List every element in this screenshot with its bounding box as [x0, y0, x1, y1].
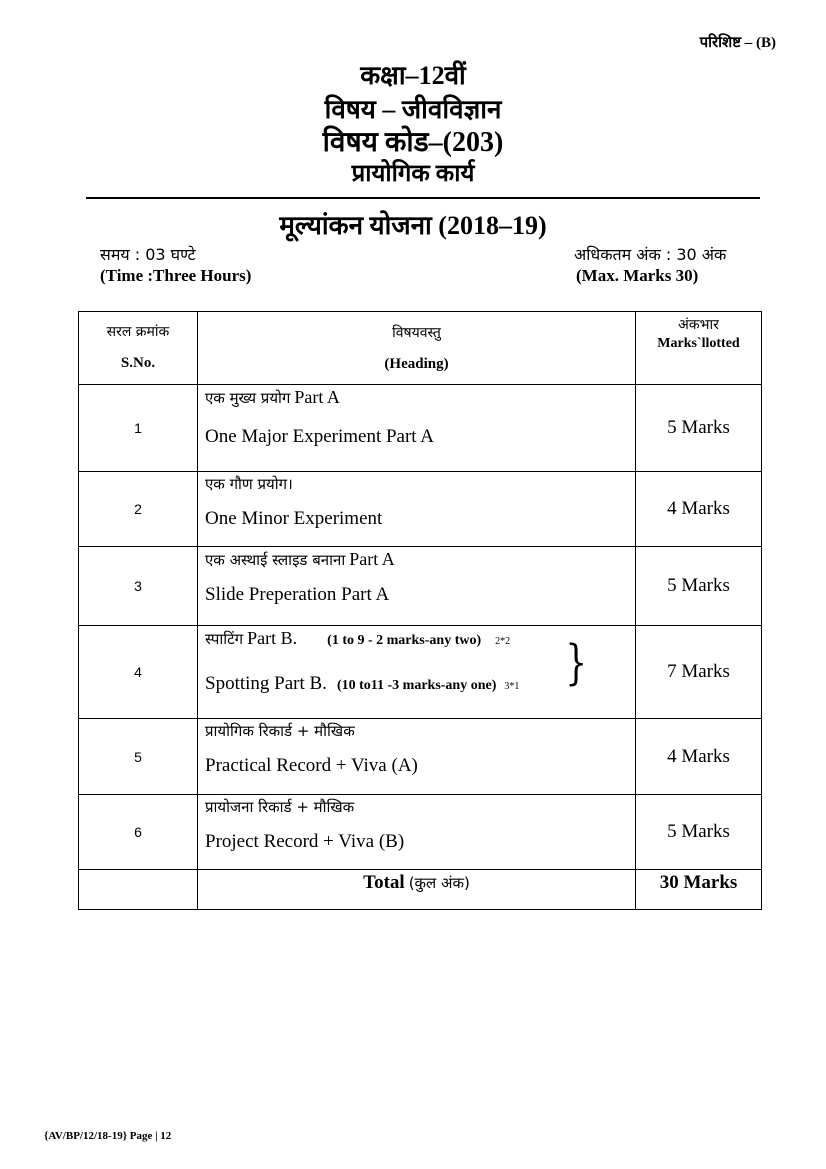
table-row	[79, 626, 762, 719]
row-hindi-suffix: Part B.	[247, 628, 298, 648]
total-label	[198, 870, 636, 910]
header-divider	[86, 197, 760, 199]
table-row	[79, 547, 762, 626]
row-english-tag: 3*1	[504, 681, 520, 692]
table-row	[79, 385, 762, 472]
row-hindi: प्रायोगिक रिकार्ड + मौखिक	[205, 722, 355, 740]
appendix-label: परिशिष्ट – (B)	[699, 35, 776, 51]
row-english: One Major Experiment Part A	[205, 426, 435, 447]
table-row	[79, 795, 762, 870]
scheme-title: मूल्यांकन योजना (2018–19)	[279, 211, 547, 240]
row-hindi-suffix: Part A	[294, 387, 340, 407]
time-hindi: समय : 03 घण्टे	[100, 245, 196, 264]
heading-header-en: (Heading)	[384, 356, 449, 372]
marks-header	[636, 312, 762, 385]
total-label-en: Total	[363, 872, 405, 893]
row-description	[198, 547, 636, 626]
row-sno: 6	[79, 795, 198, 870]
row-description	[198, 795, 636, 870]
row-description	[198, 472, 636, 547]
sno-header	[79, 312, 198, 385]
row-sno: 4	[79, 626, 198, 719]
row-english: Project Record + Viva (B)	[205, 831, 405, 852]
row-hindi-suffix: Part A	[349, 549, 395, 569]
row-hindi: स्पाटिंग	[205, 630, 244, 648]
sno-header-en: S.No.	[120, 355, 156, 371]
heading-header	[198, 312, 636, 385]
page-footer: {AV/BP/12/18-19} Page | 12	[44, 1130, 172, 1142]
marks-table	[78, 311, 762, 910]
total-label-hi: (कुल अंक)	[408, 874, 470, 892]
total-row	[79, 870, 762, 910]
row-sno: 1	[79, 385, 198, 472]
row-marks: 7 Marks	[636, 626, 762, 719]
row-marks: 4 Marks	[636, 472, 762, 547]
time-english: (Time :Three Hours)	[100, 266, 252, 285]
row-marks: 5 Marks	[636, 547, 762, 626]
table-row	[79, 472, 762, 547]
row-hindi-note: (1 to 9 - 2 marks-any two)	[327, 633, 482, 648]
row-marks: 5 Marks	[636, 385, 762, 472]
row-sno: 3	[79, 547, 198, 626]
curly-brace-icon: }	[565, 635, 587, 691]
row-english: One Minor Experiment	[205, 508, 383, 529]
sno-header-hi: सरल क्रमांक	[106, 324, 170, 340]
marks-header-hi: अंकभार	[678, 317, 719, 333]
practical-heading: प्रायोगिक कार्य	[351, 161, 475, 187]
row-english: Slide Preperation Part A	[205, 584, 390, 605]
row-marks: 4 Marks	[636, 719, 762, 795]
row-hindi: प्रायोजना रिकार्ड + मौखिक	[205, 798, 355, 816]
max-marks-english: (Max. Marks 30)	[576, 266, 699, 285]
row-hindi: एक गौण प्रयोग।	[205, 475, 293, 493]
row-hindi: एक अस्थाई स्लाइड बनाना	[205, 551, 346, 569]
marks-header-en: Marks`llotted	[657, 336, 740, 351]
total-marks: 30 Marks	[636, 870, 762, 910]
row-english-note: (10 to11 -3 marks-any one)	[336, 678, 497, 693]
total-sno-empty	[79, 870, 198, 910]
row-marks: 5 Marks	[636, 795, 762, 870]
row-hindi-tag: 2*2	[495, 636, 511, 647]
class-heading: कक्षा–12वीं	[360, 61, 466, 90]
table-row	[79, 719, 762, 795]
table-header-row	[79, 312, 762, 385]
row-sno: 5	[79, 719, 198, 795]
row-description	[198, 719, 636, 795]
subject-code-heading: विषय कोड–(203)	[322, 127, 504, 158]
row-hindi: एक मुख्य प्रयोग	[205, 389, 291, 407]
row-english: Spotting Part B.	[205, 673, 327, 694]
row-sno: 2	[79, 472, 198, 547]
heading-header-hi: विषयवस्तु	[392, 325, 441, 341]
row-description	[198, 385, 636, 472]
row-description	[198, 626, 636, 719]
max-marks-hindi: अधिकतम अंक : 30 अंक	[574, 245, 727, 264]
subject-heading: विषय – जीवविज्ञान	[324, 95, 502, 124]
row-english: Practical Record + Viva (A)	[205, 755, 418, 776]
